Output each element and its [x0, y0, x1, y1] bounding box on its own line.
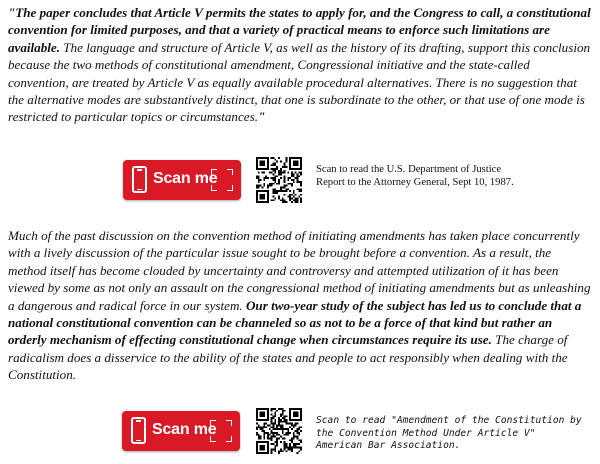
quote-body: The language and structure of Article V, as well as the history of its drafting, support this conclusion because the two methods of constitutional amendment, Congressional initiative and the state-called convention, are treated by Article V as equally available procedural alternatives. There is no suggestion that the alternative modes are substantively distinct, that one is subordinate to the other, or that use of one mode is restricted to particular topics or circumstances.: [8, 39, 591, 125]
quote-bold-lead: "The paper concludes that Article V permits the states to apply for, and the Congress to call, a constitutional convention for limited purposes, and that a variety of practical means to enforce such limitations are available.: [8, 5, 591, 55]
quote-paragraph-doj: [8, 4, 592, 126]
quote-body: Much of the past discussion on the convention method of initiating amendments has taken place concurrently with a lively discussion of the particular issue sought to be brought before a convention. As a result, the method itself has become clouded by uncertainty and controversy and attempted utilization of it has been viewed by some as not only an assault on the congressional method of initiating amendments but as unleashing a dangerous and radical force in our system.: [8, 228, 591, 313]
scan-me-button-doj[interactable]: [123, 160, 241, 200]
caption-line: the Convention Method Under Article V": [316, 427, 536, 439]
scan-me-label: Scan me: [153, 170, 218, 187]
quote-paragraph-aba: [8, 227, 592, 384]
scan-frame-icon: [211, 169, 233, 191]
caption-doj: [316, 164, 586, 189]
caption-aba: [316, 415, 596, 453]
quote-bold-conclusion: Our two-year study of the subject has led us to conclude that a national constitutional convention can be channeled so as not to be a force of that kind but rather an orderly mechanism of effecting constitutional change when circumstances require its use.: [8, 297, 582, 348]
quote-body-end: The charge of radicalism does a disservice to the ability of the states and people to act responsibly when dealing with the Constitution.: [8, 332, 568, 383]
caption-line: Report to the Attorney General, Sept 10, 1987.: [316, 176, 514, 188]
quote-close: ": [257, 109, 266, 125]
qr-code-aba[interactable]: [256, 408, 302, 454]
phone-icon: [132, 166, 147, 193]
scan-frame-icon: [210, 420, 232, 442]
qr-code-doj[interactable]: [256, 157, 302, 203]
caption-line: American Bar Association.: [316, 440, 461, 451]
phone-icon: [131, 417, 146, 444]
caption-line: Scan to read "Amendment of the Constitution by: [316, 415, 582, 426]
scan-me-label: Scan me: [152, 421, 217, 438]
caption-line: Scan to read the U.S. Department of Justice: [316, 164, 502, 175]
scan-me-button-aba[interactable]: [122, 411, 240, 451]
